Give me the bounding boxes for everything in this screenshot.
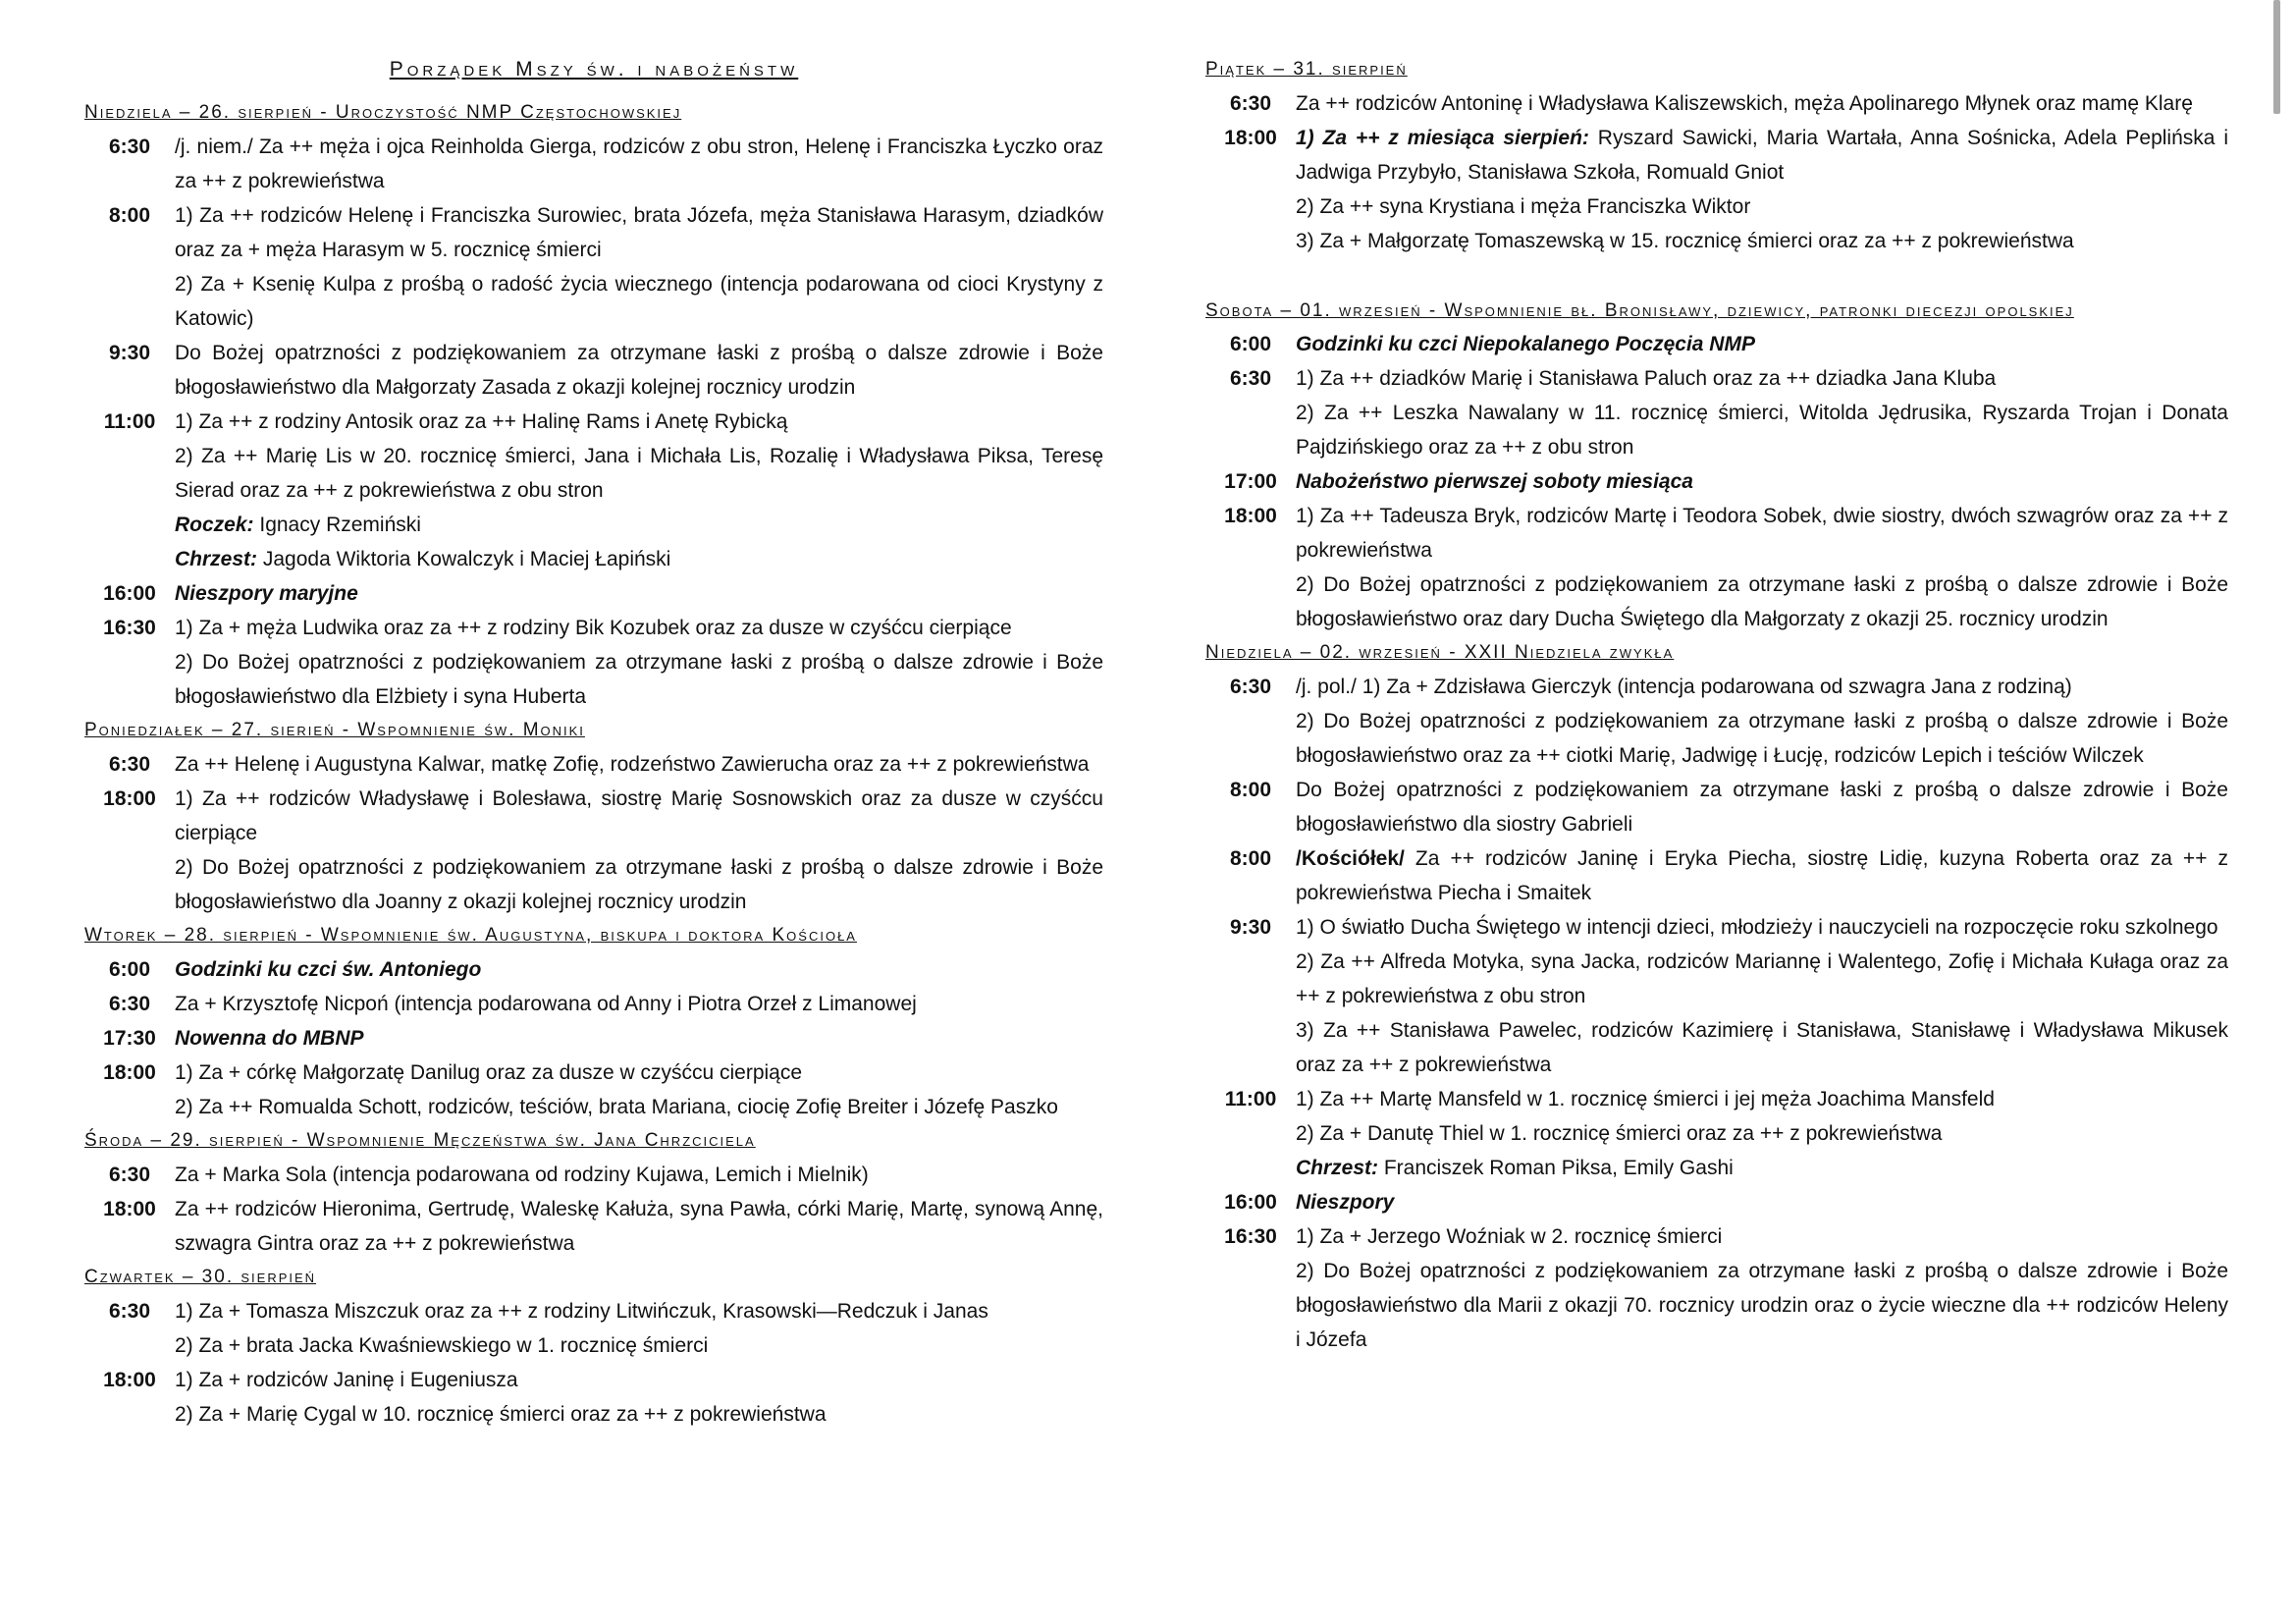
mass-entry [1205, 1219, 2228, 1357]
intention-text: Za ++ rodziców Hieronima, Gertrudę, Waleskę Kałuża, syna Pawła, córki Marię, Martę, synową Annę, szwagra Gintra oraz za ++ z pokrewieństwa [175, 1198, 1103, 1255]
mass-entry [84, 1363, 1103, 1432]
intentions [1296, 464, 2228, 499]
intentions [175, 336, 1103, 405]
intentions [175, 130, 1103, 198]
section-spacer [1205, 258, 2228, 294]
intentions [1296, 499, 2228, 636]
intention-text [1296, 841, 2228, 910]
mass-time: 11:00 [1224, 1088, 1277, 1110]
mass-entry [1205, 1082, 2228, 1185]
day-section [84, 1124, 1103, 1261]
mass-time: 6:30 [1229, 676, 1272, 698]
mass-time: 16:30 [103, 617, 156, 639]
right-column [1205, 53, 2228, 1357]
mass-time: 9:30 [1229, 916, 1272, 939]
intention-text: 1) Za + Jerzego Woźniak w 2. rocznicę śmierci [1296, 1225, 1723, 1248]
mass-time: 18:00 [103, 1061, 156, 1084]
intention-text: 1) Za ++ z rodziny Antosik oraz za ++ Halinę Rams i Anetę Rybicką [175, 410, 788, 433]
intentions [1296, 327, 2228, 361]
intention-text: 2) Do Bożej opatrzności z podziękowaniem za otrzymane łaski z prośbą o dalsze zdrowie i Boże błogosławieństwo dla Marii z okazji 70. rocznicy urodzin oraz o życie wieczne dla ++ rodziców Heleny i Józefa [1296, 1260, 2228, 1351]
mass-time: 17:00 [1224, 470, 1277, 493]
intention-text: 2) Do Bożej opatrzności z podziękowaniem za otrzymane łaski z prośbą o dalsze zdrowie i Boże błogosławieństwo oraz za ++ ciotki Marię, Jadwigę i Łucję, rodziców Lepich i teściów Wilczek [1296, 710, 2228, 767]
mass-entry [84, 405, 1103, 576]
intention-text: 1) Za ++ Tadeusza Bryk, rodziców Martę i Teodora Sobek, dwie siostry, dwóch szwagrów oraz za ++ z pokrewieństwa [1296, 505, 2228, 562]
intention-text: Do Bożej opatrzności z podziękowaniem za otrzymane łaski z prośbą o dalsze zdrowie i Boże błogosławieństwo dla siostry Gabrieli [1296, 779, 2228, 836]
service-name: Nieszpory [1296, 1191, 1395, 1214]
intentions [175, 1363, 1103, 1432]
intentions [1296, 361, 2228, 464]
mass-time: 18:00 [103, 1369, 156, 1391]
day-header: Poniedziałek – 27. sierień - Wspomnienie św. Moniki [84, 720, 585, 740]
mass-time: 6:30 [108, 1300, 151, 1323]
mass-time: 16:30 [1224, 1225, 1277, 1248]
mass-time: 6:30 [108, 135, 151, 158]
intentions [1296, 1082, 2228, 1185]
intention-text: Za ++ rodziców Antoninę i Władysława Kaliszewskich, męża Apolinarego Młynek oraz mamę Klarę [1296, 92, 2193, 115]
mass-time: 6:00 [1229, 333, 1272, 355]
day-section [1205, 636, 2228, 1357]
intention-text: 2) Do Bożej opatrzności z podziękowaniem za otrzymane łaski z prośbą o dalsze zdrowie i Boże błogosławieństwo dla Joanny z okazji kolejnej rocznicy urodzin [175, 856, 1103, 913]
intention-label: Chrzest: [1296, 1157, 1379, 1179]
intention-text: 1) Za + męża Ludwika oraz za ++ z rodziny Bik Kozubek oraz za dusze w czyśćcu cierpiące [175, 617, 1012, 639]
intention-body: Za ++ rodziców Janinę i Eryka Piecha, siostrę Lidię, kuzyna Roberta oraz za ++ z pokrewieństwa Piecha i Smaitek [1296, 847, 2228, 904]
intention-text: /j. pol./ 1) Za + Zdzisława Gierczyk (intencja podarowana od szwagra Jana z rodziną) [1296, 676, 2072, 698]
mass-entry [1205, 499, 2228, 636]
mass-time: 6:30 [108, 753, 151, 776]
day-section [84, 919, 1103, 1124]
intentions [175, 1021, 1103, 1056]
day-header: Niedziela – 26. sierpień - Uroczystość NMP Częstochowskiej [84, 102, 682, 123]
mass-time: 8:00 [1229, 779, 1272, 801]
mass-time: 18:00 [103, 1198, 156, 1220]
mass-entry [84, 1021, 1103, 1056]
mass-entry [1205, 121, 2228, 258]
intention-text: 2) Do Bożej opatrzności z podziękowaniem za otrzymane łaski z prośbą o dalsze zdrowie i Boże błogosławieństwo dla Elżbiety i syna Huberta [175, 651, 1103, 708]
intentions [175, 1294, 1103, 1363]
intention-text: 1) Za ++ rodziców Helenę i Franciszka Surowiec, brata Józefa, męża Stanisława Harasym, dziadków oraz za + męża Harasym w 5. rocznicę śmierci [175, 204, 1103, 261]
mass-entry [84, 782, 1103, 919]
service-name: Godzinki ku czci św. Antoniego [175, 958, 482, 981]
intention-text: 2) Za ++ Romualda Schott, rodziców, teściów, brata Mariana, ciocię Zofię Breiter i Józefę Paszko [175, 1096, 1058, 1118]
page-title: Porządek Mszy św. i nabożeństw [389, 58, 799, 81]
service-name: Nabożeństwo pierwszej soboty miesiąca [1296, 470, 1693, 493]
left-column [84, 53, 1103, 1432]
intentions [1296, 841, 2228, 910]
intentions [175, 576, 1103, 611]
intention-text [1296, 1151, 2228, 1185]
mass-entry [84, 198, 1103, 336]
intention-text: 3) Za + Małgorzatę Tomaszewską w 15. rocznicę śmierci oraz za ++ z pokrewieństwa [1296, 230, 2074, 252]
mass-entry [84, 747, 1103, 782]
mass-time: 6:00 [108, 958, 151, 981]
mass-time: 17:30 [103, 1027, 156, 1050]
mass-time: 9:30 [108, 342, 151, 364]
intention-text: 1) Za ++ dziadków Marię i Stanisława Paluch oraz za ++ dziadka Jana Kluba [1296, 367, 1997, 390]
service-name: Godzinki ku czci Niepokalanego Poczęcia NMP [1296, 333, 1755, 355]
intentions [175, 1192, 1103, 1261]
intentions [175, 782, 1103, 919]
intentions [1296, 1185, 2228, 1219]
intention-text: 1) Za ++ rodziców Władysławę i Bolesława, siostrę Marię Sosnowskich oraz za dusze w czyśćcu cierpiące [175, 787, 1103, 844]
mass-entry [84, 987, 1103, 1021]
intention-text: 1) Za + córkę Małgorzatę Danilug oraz za dusze w czyśćcu cierpiące [175, 1061, 803, 1084]
intention-text: 2) Do Bożej opatrzności z podziękowaniem za otrzymane łaski z prośbą o dalsze zdrowie i Boże błogosławieństwo oraz dary Ducha Świętego dla Małgorzaty z okazji 25. rocznicy urodzin [1296, 573, 2228, 630]
day-section [1205, 53, 2228, 258]
mass-entry [84, 611, 1103, 714]
intention-text: Za + Krzysztofę Nicpoń (intencja podarowana od Anny i Piotra Orzeł z Limanowej [175, 993, 917, 1015]
day-section [84, 96, 1103, 714]
mass-time: 18:00 [103, 787, 156, 810]
intention-label: Roczek: [175, 514, 254, 536]
intention-text: 2) Za + Ksenię Kulpa z prośbą o radość życia wiecznego (intencja podarowana od cioci Krystyny z Katowic) [175, 273, 1103, 330]
intention-body: Franciszek Roman Piksa, Emily Gashi [1378, 1157, 1734, 1179]
mass-time: 8:00 [1229, 847, 1272, 870]
intentions [175, 405, 1103, 576]
intentions [175, 1158, 1103, 1192]
intentions [175, 198, 1103, 336]
intention-text: 2) Za ++ Leszka Nawalany w 11. rocznicę śmierci, Witolda Jędrusika, Ryszarda Trojan i Donata Pajdzińskiego oraz za ++ z obu stron [1296, 402, 2228, 459]
mass-time: 11:00 [103, 410, 156, 433]
service-name: Nowenna do MBNP [175, 1027, 364, 1050]
intention-text: 3) Za ++ Stanisława Pawelec, rodziców Kazimierę i Stanisława, Stanisławę i Władysława Mikusek oraz za ++ z pokrewieństwa [1296, 1019, 2228, 1076]
mass-time: 6:30 [1229, 92, 1272, 115]
intentions [1296, 910, 2228, 1082]
intentions [175, 747, 1103, 782]
mass-entry [84, 952, 1103, 987]
mass-entry [1205, 910, 2228, 1082]
intentions [1296, 670, 2228, 773]
mass-entry [1205, 1185, 2228, 1219]
intention-text: 2) Za + Danutę Thiel w 1. rocznicę śmierci oraz za ++ z pokrewieństwa [1296, 1122, 1943, 1145]
intention-text: Za ++ Helenę i Augustyna Kalwar, matkę Zofię, rodzeństwo Zawierucha oraz za ++ z pokrewieństwa [175, 753, 1090, 776]
day-header: Piątek – 31. sierpień [1205, 59, 1408, 80]
service-name: Nieszpory maryjne [175, 582, 358, 605]
intentions [175, 952, 1103, 987]
intention-text: /j. niem./ Za ++ męża i ojca Reinholda Gierga, rodziców z obu stron, Helenę i Franciszka Łyczko oraz za ++ z pokrewieństwa [175, 135, 1103, 192]
intention-text: 2) Za ++ syna Krystiana i męża Franciszka Wiktor [1296, 195, 1751, 218]
mass-time: 18:00 [1224, 127, 1277, 149]
intention-text: 1) Za + rodziców Janinę i Eugeniusza [175, 1369, 518, 1391]
intention-text: 1) O światło Ducha Świętego w intencji dzieci, młodzieży i nauczycieli na rozpoczęcie roku szkolnego [1296, 916, 2218, 939]
intention-text: Do Bożej opatrzności z podziękowaniem za otrzymane łaski z prośbą o dalsze zdrowie i Boże błogosławieństwo dla Małgorzaty Zasada z okazji kolejnej rocznicy urodzin [175, 342, 1103, 399]
intention-body: Ryszard Sawicki, Maria Wartała, Anna Sośnicka, Adela Peplińska i Jadwiga Przybyło, Stanisława Szkoła, Romuald Gniot [1296, 127, 2228, 184]
mass-entry [1205, 841, 2228, 910]
intention-body: Ignacy Rzemiński [253, 514, 421, 536]
intentions [1296, 1219, 2228, 1357]
day-header: Wtorek – 28. sierpień - Wspomnienie św. Augustyna, biskupa i doktora Kościoła [84, 925, 857, 946]
intention-label: /Kościółek/ [1296, 847, 1405, 870]
day-header: Sobota – 01. wrzesień - Wspomnienie bł. Bronisławy, dziewicy, patronki diecezji opolskiej [1205, 300, 2074, 321]
mass-entry [1205, 86, 2228, 121]
intentions [1296, 773, 2228, 841]
intention-text: 1) Za ++ Martę Mansfeld w 1. rocznicę śmierci i jej męża Joachima Mansfeld [1296, 1088, 1995, 1110]
day-header: Niedziela – 02. wrzesień - XXII Niedziela zwykła [1205, 642, 1675, 663]
day-section [84, 1261, 1103, 1432]
mass-time: 6:30 [108, 993, 151, 1015]
intention-label: 1) Za ++ z miesiąca sierpień: [1296, 127, 1589, 149]
mass-entry [84, 576, 1103, 611]
vertical-scrollbar[interactable] [2273, 0, 2280, 114]
intentions [1296, 86, 2228, 121]
intention-text: 1) Za + Tomasza Miszczuk oraz za ++ z rodziny Litwińczuk, Krasowski—Redczuk i Janas [175, 1300, 988, 1323]
mass-entry [84, 1192, 1103, 1261]
mass-entry [84, 336, 1103, 405]
intentions [1296, 121, 2228, 258]
intention-label: Chrzest: [175, 548, 258, 570]
mass-entry [1205, 464, 2228, 499]
mass-time: 16:00 [1224, 1191, 1277, 1214]
intentions [175, 1056, 1103, 1124]
mass-entry [1205, 670, 2228, 773]
day-header: Środa – 29. sierpień - Wspomnienie Męczeństwa św. Jana Chrzciciela [84, 1130, 756, 1151]
mass-entry [1205, 361, 2228, 464]
mass-time: 18:00 [1224, 505, 1277, 527]
mass-time: 6:30 [1229, 367, 1272, 390]
intentions [175, 987, 1103, 1021]
mass-entry [84, 1294, 1103, 1363]
intention-text: 2) Za ++ Alfreda Motyka, syna Jacka, rodziców Mariannę i Walentego, Zofię i Michała Kułaga oraz za ++ z pokrewieństwa z obu stron [1296, 950, 2228, 1007]
mass-time: 6:30 [108, 1164, 151, 1186]
day-section [84, 714, 1103, 919]
mass-entry [84, 1056, 1103, 1124]
intention-text: 2) Za ++ Marię Lis w 20. rocznicę śmierci, Jana i Michała Lis, Rozalię i Władysława Piksa, Teresę Sierad oraz za ++ z pokrewieństwa z obu stron [175, 445, 1103, 502]
intention-text [175, 508, 1103, 542]
intentions [175, 611, 1103, 714]
day-header: Czwartek – 30. sierpień [84, 1267, 317, 1287]
intention-text: 2) Za + Marię Cygal w 10. rocznicę śmierci oraz za ++ z pokrewieństwa [175, 1403, 827, 1426]
intention-text: 2) Za + brata Jacka Kwaśniewskiego w 1. rocznicę śmierci [175, 1334, 709, 1357]
mass-entry [1205, 773, 2228, 841]
mass-time: 8:00 [108, 204, 151, 227]
mass-entry [84, 130, 1103, 198]
mass-time: 16:00 [103, 582, 156, 605]
intention-text [1296, 121, 2228, 189]
intention-body: Jagoda Wiktoria Kowalczyk i Maciej Łapiński [257, 548, 671, 570]
mass-entry [1205, 327, 2228, 361]
day-section [1205, 258, 2228, 636]
intention-text: Za + Marka Sola (intencja podarowana od rodziny Kujawa, Lemich i Mielnik) [175, 1164, 869, 1186]
mass-entry [84, 1158, 1103, 1192]
intention-text [175, 542, 1103, 576]
